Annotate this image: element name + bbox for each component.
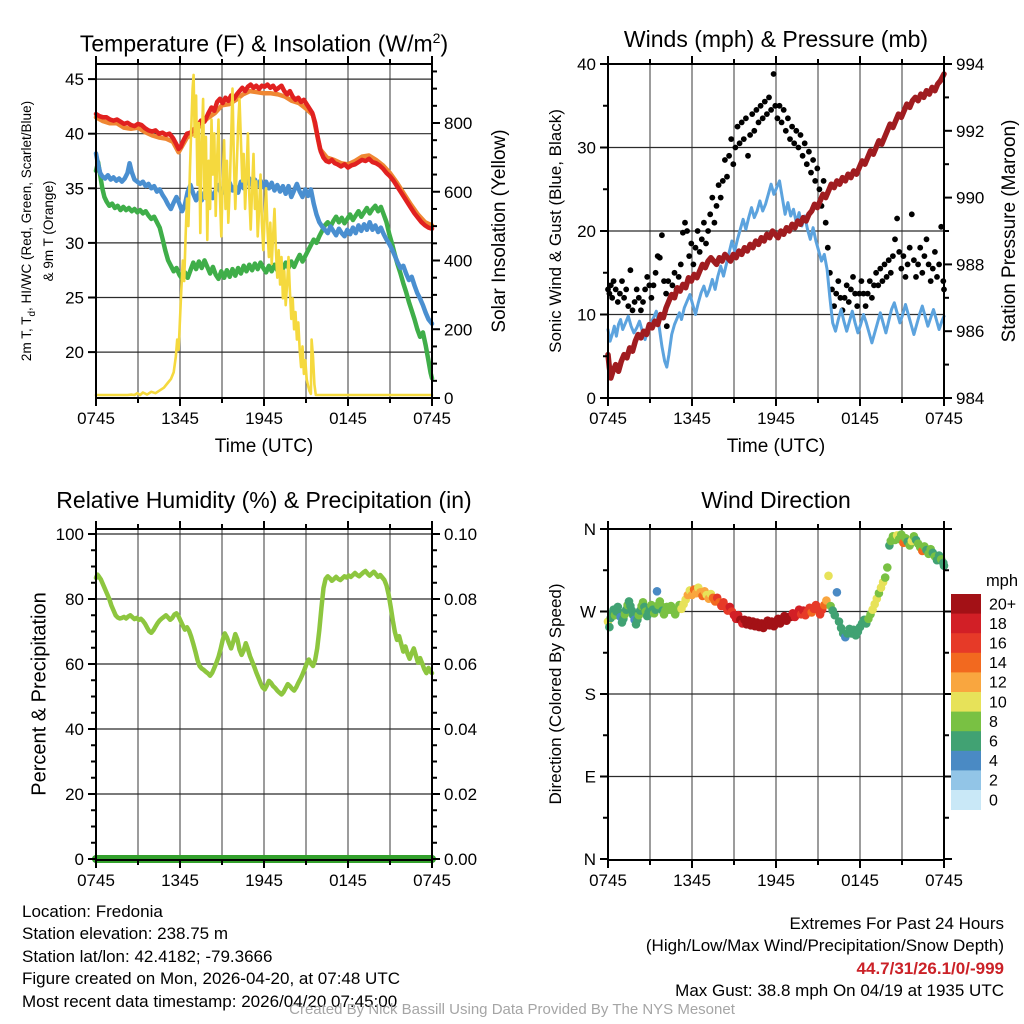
tick-label: 984 [956,389,985,408]
temp-xaxis-label: Time (UTC) [214,436,314,457]
tick-label: 0145 [841,871,879,890]
tick-label: 994 [956,55,985,74]
tick-label: 1945 [757,871,795,890]
wind-direction-chart [580,520,1018,890]
tick-label: S [584,685,596,704]
tick-label: 100 [55,525,84,544]
tick-label: E [584,767,596,787]
temp-title-text: Temperature (F) & Insolation (W/m [79,30,433,57]
temp-left-axis-label: 2m T, $T_d$, HI/WC (Red, Green, Scarlet/Blue) & 9m T (Orange) [19,100,56,362]
temp-title-superscript: 2 [432,30,441,46]
humidity-chart-title: Relative Humidity (%) & Precipitation (in) [56,487,472,513]
tick-label: 60 [65,655,84,674]
tick-label: 200 [444,320,473,340]
tick-label: 1945 [757,409,795,428]
tick-label: 0.10 [444,525,478,544]
temp-title-close: ) [440,30,449,57]
tick-label: 986 [956,322,985,342]
tick-label: N [583,520,596,539]
colorbar-label: 12 [989,674,1007,692]
colorbar-label: 0 [989,792,998,810]
tick-label: 0745 [925,871,963,890]
extremes-block [646,913,1004,1003]
tick-label: 0.04 [444,720,478,739]
temp-chart-title [80,30,448,58]
tick-label: W [579,602,596,622]
winds-pressure-chart [577,55,984,428]
extremes-values: 44.7/31/26.1/0/-999 [856,958,1004,978]
colorbar-label: 20+ [989,596,1017,614]
tick-label: 10 [577,305,596,325]
figure-created-timestamp: Figure created on Mon, 2026-04-20, at 07:48 UTC [22,969,400,989]
colorbar-label: 16 [989,635,1007,653]
tick-label: 400 [444,251,473,271]
extremes-subtitle: (High/Low/Max Wind/Precipitation/Snow Depth) [645,936,1004,956]
temp-insolation-chart [65,56,472,428]
tick-label: 0145 [329,409,367,428]
attribution-text: Created By Nick Bassill Using Data Provided By The NYS Mesonet [289,1001,735,1018]
humidity-left-axis-label: Percent & Precipitation [28,592,51,796]
tick-label: 0.08 [444,590,478,609]
station-location: Location: Fredonia [22,902,163,921]
tick-label: 40 [577,55,596,74]
wind-left-axis-label: Sonic Wind & Gust (Blue, Black) [546,109,565,353]
insolation-right-axis-label: Solar Insolation (Yellow) [489,129,510,333]
colorbar-label: 4 [989,753,998,771]
tick-label: 0.00 [444,850,478,869]
tick-label: N [583,850,596,869]
tick-label: 45 [65,70,84,90]
tick-label: 40 [65,124,84,144]
tick-label: 0145 [329,871,367,890]
tick-label: 1345 [161,409,199,428]
colorbar-title: mph [985,572,1019,590]
colorbar-label: 8 [989,713,998,731]
tick-label: 30 [577,138,596,158]
wind-direction-chart-title: Wind Direction [701,487,851,513]
colorbar-label: 14 [989,655,1007,673]
station-latlon: Station lat/lon: 42.4182; -79.3666 [22,946,273,966]
station-info-block [22,901,400,1013]
tick-label: 40 [65,720,84,739]
tick-label: 1945 [245,871,283,890]
tick-label: 0145 [841,409,879,428]
tick-label: 600 [444,182,473,202]
tick-label: 0745 [413,871,451,890]
tick-label: 0745 [589,871,627,890]
extremes-title: Extremes For Past 24 Hours [789,914,1004,933]
tick-label: 0 [444,389,454,408]
speed-colorbar [951,572,1018,810]
tick-label: 20 [577,222,596,241]
tick-label: 20 [65,785,84,804]
tick-label: 0745 [413,409,451,428]
tick-label: 800 [444,114,473,133]
colorbar-label: 6 [989,733,998,751]
tick-label: 35 [65,179,84,199]
colorbar-label: 2 [989,772,998,790]
tick-label: 20 [65,343,84,363]
tick-label: 0745 [77,871,115,890]
most-recent-data-timestamp: Most recent data timestamp: 2026/04/20 07:45:00 [22,991,398,1011]
tick-label: 30 [65,233,84,253]
tick-label: 25 [65,288,84,308]
tick-label: 992 [956,121,985,141]
tick-label: 80 [65,590,84,609]
tick-label: 0 [586,389,596,408]
tick-label: 1345 [161,871,199,890]
tick-label: 0745 [589,409,627,428]
winds-chart-title: Winds (mph) & Pressure (mb) [623,26,929,52]
tick-label: 0 [74,850,84,869]
winds-xaxis-label: Time (UTC) [726,436,826,457]
station-elevation: Station elevation: 238.75 m [22,924,229,944]
max-gust-text: Max Gust: 38.8 mph On 04/19 at 1935 UTC [675,981,1004,1001]
tick-label: 1345 [673,409,711,428]
tick-label: 990 [956,188,985,208]
tick-label: 0.06 [444,655,478,674]
tick-label: 0745 [925,409,963,428]
humidity-precip-chart [56,521,477,890]
colorbar-label: 10 [989,694,1007,712]
tick-label: 1345 [673,871,711,890]
tick-label: 1945 [245,409,283,428]
tick-label: 988 [956,255,985,275]
colorbar-label: 18 [989,615,1007,633]
pressure-right-axis-label: Station Pressure (Maroon) [999,119,1020,343]
direction-left-axis-label: Direction (Colored By Speed) [546,583,565,805]
tick-label: 0.02 [444,785,478,804]
tick-label: 0745 [77,409,115,428]
